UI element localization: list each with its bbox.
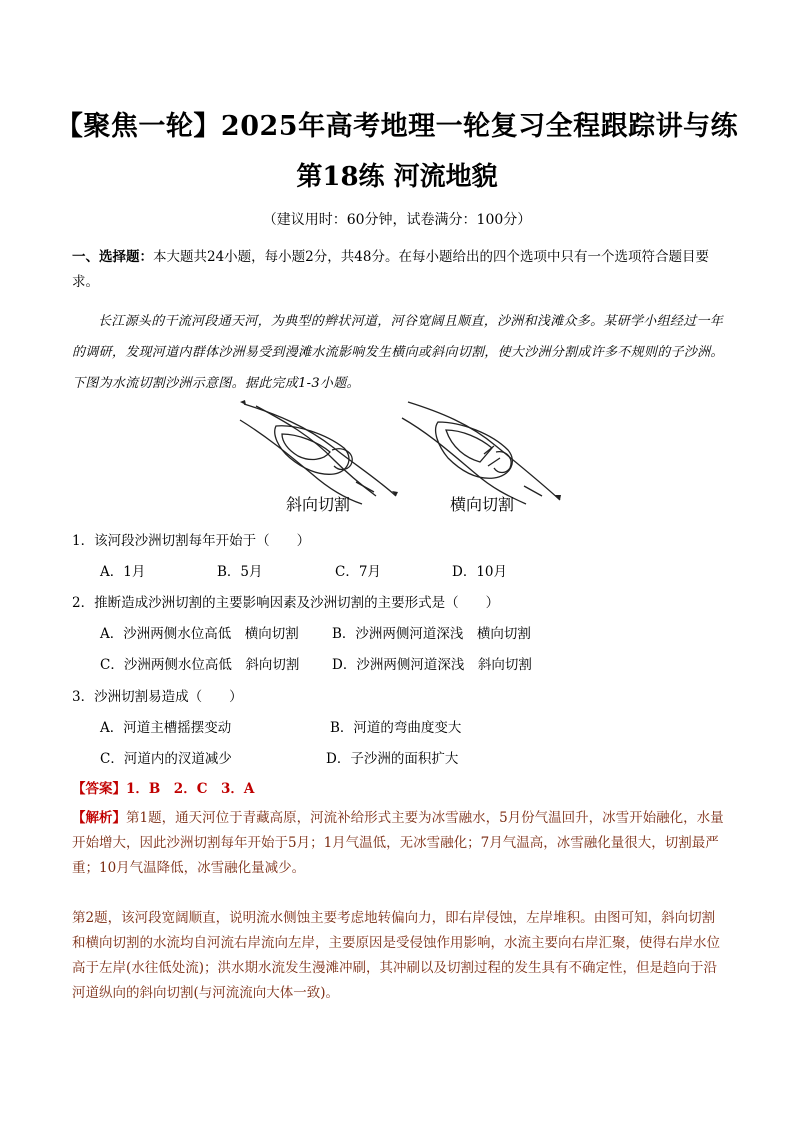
question-1-option-d: D．10月: [452, 564, 508, 580]
question-2-option-b: B．沙洲两侧河道深浅 横向切割: [332, 626, 531, 642]
document-title: 【聚焦一轮】2025年高考地理一轮复习全程跟踪讲与练: [55, 111, 739, 142]
question-2-option-a: A．沙洲两侧水位高低 横向切割: [100, 626, 299, 642]
question-3-stem: 3．沙洲切割易造成（ ）: [72, 689, 243, 705]
question-2-option-d: D．沙洲两侧河道深浅 斜向切割: [332, 657, 532, 673]
section-instructions: [72, 245, 722, 295]
flow-arrow-icon: [554, 495, 561, 500]
section-label: 一、选择题：: [72, 249, 153, 265]
question-1-option-a: A．1月: [100, 564, 146, 580]
question-1-option-b: B．5月: [217, 564, 263, 580]
transverse-cut-caption: 横向切割: [450, 495, 515, 514]
question-2-stem: 2．推断造成沙洲切割的主要影响因素及沙洲切割的主要形式是（ ）: [72, 595, 500, 611]
answer-label: 【答案】: [72, 781, 126, 797]
oblique-cut-caption: 斜向切割: [286, 495, 351, 514]
transverse-cut-diagram: [402, 402, 560, 504]
analysis-paragraph-1: [72, 806, 727, 881]
analysis-label: 【解析】: [72, 810, 126, 826]
question-3-option-b: B．河道的弯曲度变大: [330, 720, 462, 736]
question-3-option-c: C．河道内的汊道减少: [100, 751, 232, 767]
question-3-option-a: A．河道主槽摇摆变动: [100, 720, 232, 736]
analysis-paragraph-2: 第2题，该河段宽阔顺直，说明流水侧蚀主要考虑地转偏向力，即右岸侵蚀，左岸堆积。由图可知，斜向切割和横向切割的水流均自河流右岸流向左岸，主要原因是受侵蚀作用影响，水流主要向右岸汇聚，使得右岸水位高于左岸(水往低处流)；洪水期水流发生漫滩冲刷，其冲刷以及切割过程的发生具有不确定性，但是趋向于沿河道纵向的斜向切割(与河流流向大体一致)。: [72, 910, 720, 1001]
time-score-note: （建议用时：60分钟，试卷满分：100分）: [262, 212, 532, 228]
analysis-q1-text: 第1题，通天河位于青藏高原，河流补给形式主要为冰雪融水，5月份气温回升，冰雪开始融化，水量开始增大，因此沙洲切割每年开始于5月；1月气温低，无冰雪融化；7月气温高，冰雪融化量很大，切割最严重；10月气温降低，冰雪融化量减少。: [72, 810, 724, 876]
section-text: 本大题共24小题，每小题2分，共48分。在每小题给出的四个选项中只有一个选项符合题目要求。: [72, 249, 709, 290]
question-2-option-c: C．沙洲两侧水位高低 斜向切割: [100, 657, 300, 673]
lesson-title: 第18练 河流地貌: [296, 162, 498, 192]
question-1-stem: 1．该河段沙洲切割每年开始于（ ）: [72, 533, 311, 549]
answer-line: [72, 777, 254, 797]
flow-arrow-icon: [240, 400, 246, 405]
reading-passage: 长江源头的干流河段通天河，为典型的辫状河道，河谷宽阔且顺直，沙洲和浅滩众多。某研学小组经过一年的调研，发现河道内群体沙洲易受到漫滩水流影响发生横向或斜向切割，使大沙洲分割成许多不规则的子沙洲。下图为水流切割沙洲示意图。据此完成1-3小题。: [72, 314, 724, 391]
question-1-option-c: C．7月: [335, 564, 381, 580]
oblique-cut-diagram: [240, 404, 396, 504]
answer-text: 1．B 2．C 3．A: [126, 781, 255, 797]
question-3-option-d: D．子沙洲的面积扩大: [326, 751, 459, 767]
